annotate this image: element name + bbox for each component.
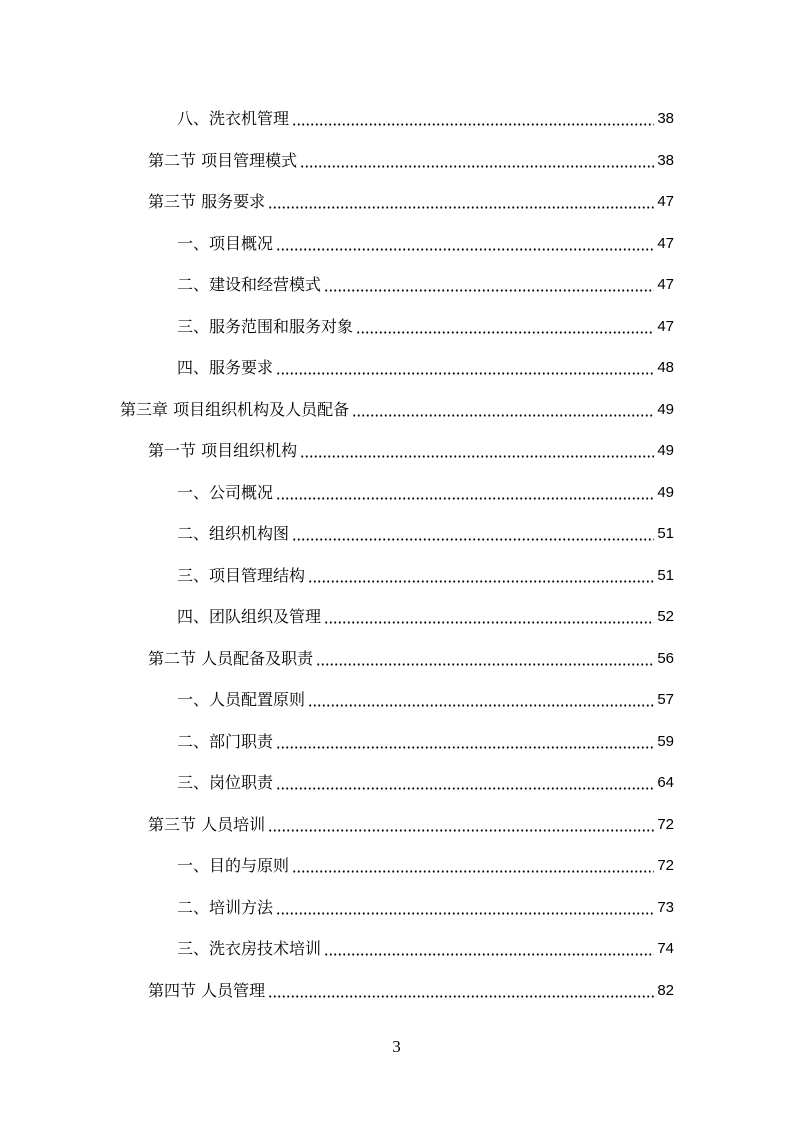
toc-entry [148, 810, 674, 836]
toc-entry-page: 47 [657, 235, 674, 252]
toc-entry [177, 229, 674, 255]
toc-entry [177, 602, 674, 628]
toc-dot-leader [268, 818, 654, 832]
toc-entry-page: 49 [657, 442, 674, 459]
toc-dot-leader [292, 112, 654, 126]
toc-entry [148, 187, 674, 213]
toc-entry-title: 一、公司概况 [177, 483, 274, 502]
toc-entry [177, 519, 674, 545]
toc-entry-title: 第四节 人员管理 [148, 981, 266, 1000]
toc-entry [177, 851, 674, 877]
toc-entry-title: 第三节 人员培训 [148, 815, 266, 834]
toc-dot-leader [324, 942, 654, 956]
toc-dot-leader [276, 237, 654, 251]
toc-entry-page: 73 [657, 899, 674, 916]
toc-entry-page: 38 [657, 110, 674, 127]
toc-dot-leader [300, 154, 654, 168]
toc-entry-title: 四、团队组织及管理 [177, 607, 322, 626]
toc-dot-leader [276, 735, 654, 749]
toc-entry [120, 395, 674, 421]
toc-entry-page: 51 [657, 567, 674, 584]
toc-entry-title: 第三章 项目组织机构及人员配备 [120, 400, 350, 419]
toc-entry-page: 72 [657, 816, 674, 833]
toc-entry [177, 312, 674, 338]
toc-entry [177, 768, 674, 794]
toc-dot-leader [292, 859, 654, 873]
toc-entry-title: 三、洗衣房技术培训 [177, 939, 322, 958]
toc-entry [177, 934, 674, 960]
toc-entry-title: 三、岗位职责 [177, 773, 274, 792]
toc-entry [148, 976, 674, 1002]
toc-dot-leader [352, 403, 654, 417]
toc-entry-page: 49 [657, 484, 674, 501]
toc-entry [177, 478, 674, 504]
toc-entry-title: 第二节 项目管理模式 [148, 151, 298, 170]
toc-dot-leader [276, 361, 654, 375]
toc-dot-leader [308, 569, 654, 583]
toc-dot-leader [300, 444, 654, 458]
toc-entry [148, 436, 674, 462]
toc-entry-page: 47 [657, 318, 674, 335]
toc-entry-page: 47 [657, 193, 674, 210]
toc-entry-title: 二、组织机构图 [177, 524, 290, 543]
toc-entry [148, 644, 674, 670]
toc-entry [177, 353, 674, 379]
toc-entry-title: 二、培训方法 [177, 898, 274, 917]
toc-entry-title: 第三节 服务要求 [148, 192, 266, 211]
toc-entry [177, 685, 674, 711]
toc-dot-leader [268, 984, 654, 998]
toc-dot-leader [276, 776, 654, 790]
toc-entry-page: 72 [657, 857, 674, 874]
toc-entry-page: 52 [657, 608, 674, 625]
toc-entry-title: 一、目的与原则 [177, 856, 290, 875]
toc-entry-page: 47 [657, 276, 674, 293]
toc-dot-leader [324, 610, 654, 624]
toc-entry-title: 四、服务要求 [177, 358, 274, 377]
toc-entry-page: 56 [657, 650, 674, 667]
toc-entry-title: 一、人员配置原则 [177, 690, 306, 709]
toc-dot-leader [324, 278, 654, 292]
toc-entry-title: 第一节 项目组织机构 [148, 441, 298, 460]
toc-entry-title: 三、项目管理结构 [177, 566, 306, 585]
toc-dot-leader [356, 320, 654, 334]
toc-entry-title: 二、建设和经营模式 [177, 275, 322, 294]
toc-entry-page: 51 [657, 525, 674, 542]
page-number: 3 [392, 1037, 401, 1056]
toc-entry [148, 146, 674, 172]
toc-entry-title: 第二节 人员配备及职责 [148, 649, 314, 668]
toc-entry-page: 57 [657, 691, 674, 708]
toc-entry-page: 48 [657, 359, 674, 376]
toc-dot-leader [276, 486, 654, 500]
toc-entry-page: 74 [657, 940, 674, 957]
toc-entry-page: 49 [657, 401, 674, 418]
toc-entry-page: 82 [657, 982, 674, 999]
toc-entry-title: 一、项目概况 [177, 234, 274, 253]
toc-entry-page: 38 [657, 152, 674, 169]
toc-entry [177, 727, 674, 753]
toc-entry-page: 59 [657, 733, 674, 750]
toc-entry [177, 104, 674, 130]
toc-entry [177, 270, 674, 296]
toc-entry-title: 八、洗衣机管理 [177, 109, 290, 128]
toc-entry [177, 893, 674, 919]
toc-entry-title: 三、服务范围和服务对象 [177, 317, 354, 336]
toc-entry-title: 二、部门职责 [177, 732, 274, 751]
toc-dot-leader [308, 693, 654, 707]
toc-dot-leader [268, 195, 654, 209]
toc-entry-page: 64 [657, 774, 674, 791]
toc-dot-leader [292, 527, 654, 541]
toc-entry [177, 561, 674, 587]
toc-dot-leader [276, 901, 654, 915]
toc-dot-leader [316, 652, 654, 666]
